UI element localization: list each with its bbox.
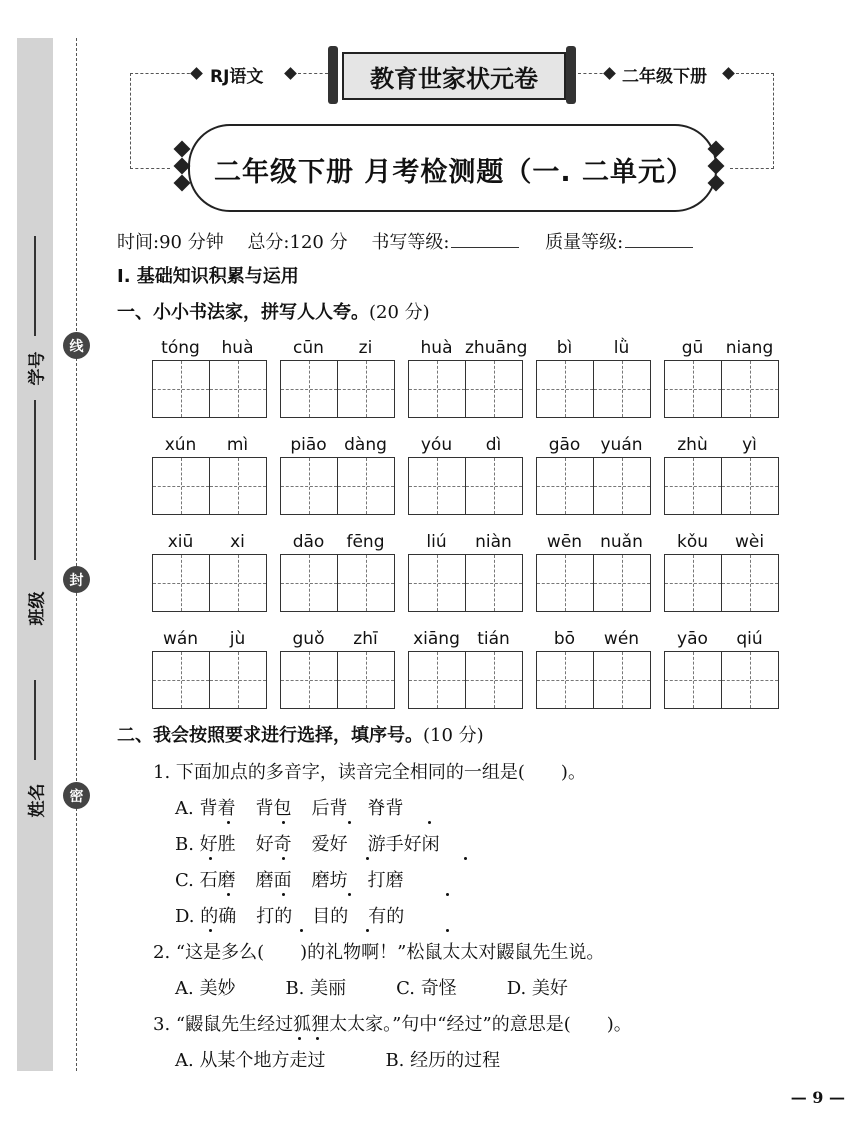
- writing-boxes[interactable]: [152, 554, 267, 612]
- pinyin-syllable: yuán: [600, 435, 643, 455]
- option-word: 好奇: [255, 834, 292, 855]
- pinyin-syllable: xún: [164, 435, 197, 455]
- section-2-points: (10 分): [423, 725, 484, 746]
- word-cell: [536, 532, 664, 629]
- pinyin-pair: [664, 532, 792, 554]
- section-1-points: (20 分): [369, 302, 430, 323]
- emphasis-dot: [282, 857, 285, 860]
- pinyin-pair: [408, 629, 536, 651]
- question-1-option-c: [175, 866, 424, 892]
- subject-tag: RJ语文: [210, 67, 264, 87]
- pinyin-syllable: niang: [725, 338, 774, 358]
- word-cell: [536, 338, 664, 435]
- writing-boxes[interactable]: [664, 651, 779, 709]
- pinyin-syllable: bì: [556, 338, 573, 358]
- total-score: 总分:120 分: [247, 232, 348, 253]
- pinyin-syllable: zi: [358, 338, 373, 358]
- pinyin-syllable: cūn: [293, 338, 324, 358]
- option-word: A. 背着: [175, 798, 236, 819]
- pinyin-syllable: gū: [681, 338, 704, 358]
- emphasis-dot: [316, 1037, 319, 1040]
- writing-boxes[interactable]: [152, 651, 267, 709]
- word-cell: [664, 629, 792, 726]
- option-word: 爱好: [311, 834, 348, 855]
- writing-boxes[interactable]: [536, 457, 651, 515]
- pinyin-syllable: zhù: [677, 435, 708, 455]
- word-cell: [152, 629, 280, 726]
- seal-mark-secret: 密: [63, 782, 90, 809]
- pinyin-writing-grid: [152, 338, 792, 726]
- pinyin-pair: [280, 629, 408, 651]
- emphasis-dot: [348, 821, 351, 824]
- section-2-title: 二、我会按照要求进行选择，填序号。: [117, 725, 423, 746]
- option-word: 磨坊: [311, 870, 348, 891]
- pinyin-syllable: huà: [221, 338, 254, 358]
- writing-grade-label: 书写等级:: [371, 232, 450, 253]
- emphasis-dot: [227, 821, 230, 824]
- writing-boxes[interactable]: [408, 457, 523, 515]
- emphasis-dot: [300, 929, 303, 932]
- word-cell: [280, 435, 408, 532]
- section-1-title: 一、小小书法家，拼写人人夸。: [117, 302, 369, 323]
- pinyin-syllable: yì: [742, 435, 757, 455]
- word-cell: [664, 338, 792, 435]
- emphasis-dot: [446, 929, 449, 932]
- diamond-icon: [284, 67, 297, 80]
- pinyin-syllable: guǒ: [292, 629, 325, 649]
- pinyin-pair: [280, 338, 408, 360]
- scroll-rod-left: [328, 46, 338, 104]
- pinyin-pair: [280, 435, 408, 457]
- pinyin-syllable: wán: [162, 629, 199, 649]
- grid-row: [152, 532, 792, 629]
- pinyin-syllable: lǜ: [613, 338, 630, 358]
- word-cell: [536, 435, 664, 532]
- option-word: 游手好闲: [367, 834, 440, 855]
- writing-boxes[interactable]: [280, 457, 395, 515]
- brand-title: 教育世家状元卷: [342, 52, 566, 100]
- pinyin-syllable: tián: [477, 629, 510, 649]
- pinyin-syllable: wēn: [546, 532, 583, 552]
- pinyin-pair: [536, 629, 664, 651]
- diamond-icon: [174, 141, 191, 158]
- banner-vline-left: [130, 73, 131, 169]
- writing-boxes[interactable]: [536, 554, 651, 612]
- exam-info: [117, 228, 693, 254]
- pinyin-pair: [152, 532, 280, 554]
- question-1-option-a: [175, 794, 423, 820]
- section-1-heading: [117, 298, 430, 324]
- option-word: 有的: [368, 906, 405, 927]
- option-word: B. 美丽: [285, 978, 347, 999]
- pinyin-pair: [536, 338, 664, 360]
- seal-fold-line: [76, 38, 77, 1071]
- option-word: 背包: [255, 798, 292, 819]
- emphasis-dot: [464, 857, 467, 860]
- word-cell: [536, 629, 664, 726]
- pinyin-syllable: qiú: [736, 629, 763, 649]
- pinyin-syllable: mì: [226, 435, 249, 455]
- pinyin-syllable: wén: [603, 629, 640, 649]
- word-cell: [152, 435, 280, 532]
- option-word: B. 好胜: [175, 834, 236, 855]
- banner-dash: [730, 168, 774, 169]
- option-word: D. 美好: [506, 978, 568, 999]
- pinyin-syllable: gāo: [548, 435, 581, 455]
- pinyin-syllable: liú: [426, 532, 447, 552]
- page-number: — 9 —: [790, 1088, 845, 1107]
- option-word: 打磨: [367, 870, 404, 891]
- pinyin-pair: [152, 629, 280, 651]
- writing-boxes[interactable]: [536, 360, 651, 418]
- time-limit: 时间:90 分钟: [117, 232, 224, 253]
- option-word: D. 的确: [175, 906, 237, 927]
- part-heading: Ⅰ. 基础知识积累与运用: [117, 266, 299, 287]
- word-cell: [408, 532, 536, 629]
- pinyin-syllable: nuǎn: [600, 532, 643, 552]
- option-word: A. 从某个地方走过: [175, 1050, 326, 1071]
- question-2: 2. “这是多么( )的礼物啊！”松鼠太太对鼹鼠先生说。: [153, 942, 605, 963]
- quality-grade-label: 质量等级:: [545, 232, 624, 253]
- writing-grade-blank[interactable]: [451, 247, 519, 248]
- option-word: A. 美妙: [175, 978, 236, 999]
- banner-vline-right: [773, 73, 774, 169]
- brand-scroll: [328, 46, 576, 104]
- diamond-icon: [603, 67, 616, 80]
- pinyin-pair: [536, 532, 664, 554]
- grid-row: [152, 629, 792, 726]
- student-id-line: [34, 236, 36, 336]
- word-cell: [408, 435, 536, 532]
- pinyin-syllable: jù: [229, 629, 246, 649]
- pinyin-pair: [152, 338, 280, 360]
- pinyin-syllable: huà: [420, 338, 453, 358]
- pinyin-pair: [408, 532, 536, 554]
- class-line: [34, 400, 36, 560]
- pinyin-pair: [664, 435, 792, 457]
- pinyin-syllable: xiāng: [413, 629, 460, 649]
- emphasis-dot: [209, 857, 212, 860]
- writing-boxes[interactable]: [536, 651, 651, 709]
- name-line: [34, 680, 36, 760]
- question-3-options: [175, 1046, 520, 1072]
- pinyin-syllable: dàng: [344, 435, 387, 455]
- quality-grade-blank[interactable]: [625, 247, 693, 248]
- pinyin-pair: [664, 338, 792, 360]
- option-word: 磨面: [255, 870, 292, 891]
- emphasis-dot: [227, 893, 230, 896]
- option-word: 目的: [312, 906, 349, 927]
- diamond-icon: [190, 67, 203, 80]
- grade-tag: 二年级下册: [622, 67, 707, 87]
- question-1-option-b: [175, 830, 460, 856]
- word-cell: [664, 532, 792, 629]
- writing-boxes[interactable]: [152, 360, 267, 418]
- class-label: 班级: [27, 591, 48, 626]
- pinyin-syllable: piāo: [290, 435, 327, 455]
- emphasis-dot: [282, 821, 285, 824]
- pinyin-syllable: wèi: [734, 532, 765, 552]
- writing-boxes[interactable]: [664, 457, 779, 515]
- writing-boxes[interactable]: [408, 554, 523, 612]
- question-2-options: [175, 974, 588, 1000]
- writing-boxes[interactable]: [664, 554, 779, 612]
- option-word: 脊背: [367, 798, 404, 819]
- pinyin-syllable: xi: [230, 532, 245, 552]
- option-word: 打的: [256, 906, 293, 927]
- pinyin-syllable: dāo: [292, 532, 325, 552]
- pinyin-syllable: niàn: [475, 532, 512, 552]
- pinyin-syllable: xiū: [167, 532, 194, 552]
- emphasis-dot: [366, 857, 369, 860]
- pinyin-syllable: kǒu: [676, 532, 709, 552]
- question-1: 1. 下面加点的多音字，读音完全相同的一组是( )。: [153, 762, 586, 783]
- student-id-label: 学号: [27, 351, 48, 386]
- exam-title: 二年级下册 月考检测题（一. 二单元）: [214, 157, 695, 188]
- banner-dash-left: [130, 73, 195, 74]
- word-cell: [280, 338, 408, 435]
- writing-boxes[interactable]: [664, 360, 779, 418]
- pinyin-pair: [664, 629, 792, 651]
- word-cell: [664, 435, 792, 532]
- diamond-icon: [722, 67, 735, 80]
- option-word: B. 经历的过程: [385, 1050, 501, 1071]
- pinyin-syllable: yāo: [677, 629, 708, 649]
- banner-dash: [298, 73, 328, 74]
- writing-boxes[interactable]: [408, 651, 523, 709]
- option-word: 后背: [311, 798, 348, 819]
- emphasis-dot: [298, 1037, 301, 1040]
- word-cell: [280, 629, 408, 726]
- option-word: C. 石磨: [175, 870, 236, 891]
- pinyin-syllable: zhī: [353, 629, 378, 649]
- word-cell: [408, 629, 536, 726]
- writing-boxes[interactable]: [280, 360, 395, 418]
- word-cell: [152, 532, 280, 629]
- pinyin-pair: [152, 435, 280, 457]
- option-word: C. 奇怪: [396, 978, 457, 999]
- pinyin-pair: [536, 435, 664, 457]
- word-cell: [152, 338, 280, 435]
- seal-mark-seal: 封: [63, 566, 90, 593]
- pinyin-syllable: dì: [485, 435, 502, 455]
- pinyin-syllable: yóu: [420, 435, 453, 455]
- word-cell: [280, 532, 408, 629]
- pinyin-pair: [280, 532, 408, 554]
- emphasis-dot: [366, 929, 369, 932]
- banner-dash: [130, 168, 170, 169]
- writing-boxes[interactable]: [152, 457, 267, 515]
- writing-boxes[interactable]: [280, 651, 395, 709]
- pinyin-syllable: tóng: [161, 338, 200, 358]
- grid-row: [152, 435, 792, 532]
- grid-row: [152, 338, 792, 435]
- name-label: 姓名: [27, 783, 48, 818]
- scroll-rod-right: [566, 46, 576, 104]
- question-3: 3. “鼹鼠先生经过狐狸太太家。”句中“经过”的意思是( )。: [153, 1014, 632, 1035]
- emphasis-dot: [282, 893, 285, 896]
- pinyin-syllable: bō: [553, 629, 576, 649]
- question-1-option-d: [175, 902, 424, 928]
- writing-boxes[interactable]: [408, 360, 523, 418]
- section-2-heading: [117, 721, 484, 747]
- pinyin-syllable: fēng: [346, 532, 385, 552]
- emphasis-dot: [348, 893, 351, 896]
- seal-mark-line: 线: [63, 332, 90, 359]
- word-cell: [408, 338, 536, 435]
- banner-dash-right: [736, 73, 774, 74]
- pinyin-pair: [408, 435, 536, 457]
- emphasis-dot: [428, 821, 431, 824]
- writing-boxes[interactable]: [280, 554, 395, 612]
- pinyin-syllable: zhuāng: [465, 338, 528, 358]
- emphasis-dot: [209, 929, 212, 932]
- emphasis-dot: [446, 893, 449, 896]
- pinyin-pair: [408, 338, 536, 360]
